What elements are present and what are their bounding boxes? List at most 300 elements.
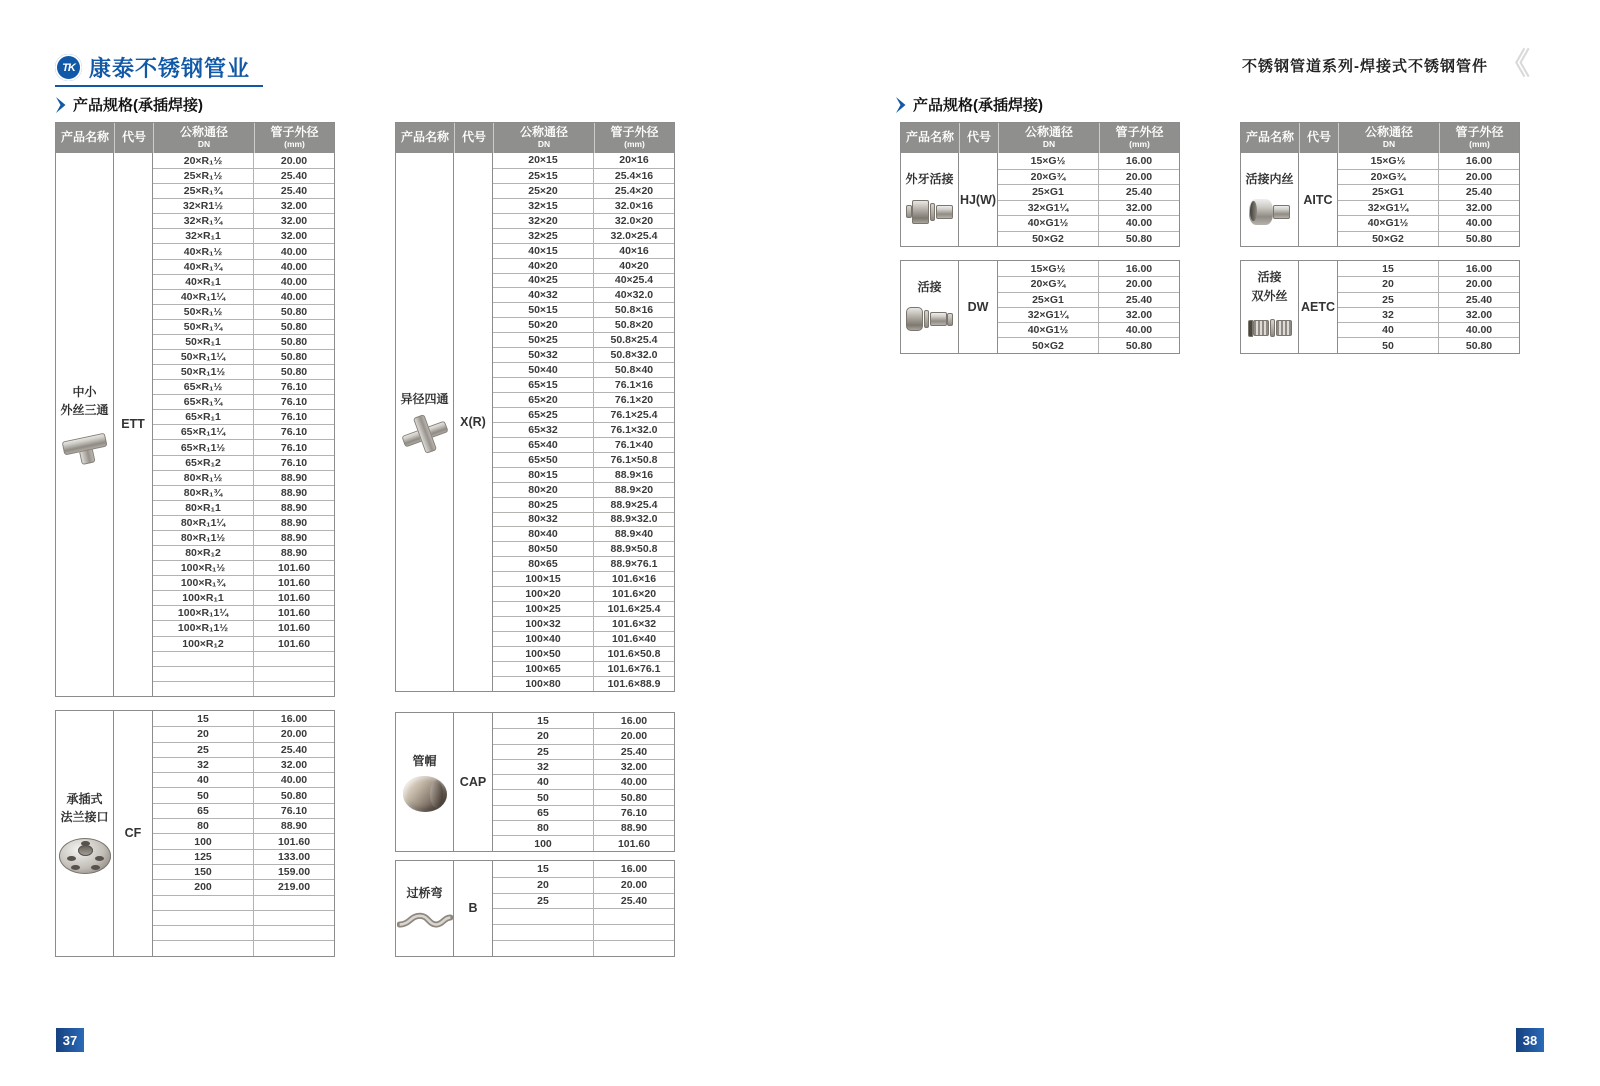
product-cell	[901, 153, 959, 246]
table-row	[153, 213, 334, 228]
table-row	[493, 789, 674, 804]
spec-table-cap	[395, 712, 675, 852]
chevron-right-icon	[895, 97, 906, 113]
od-value: 101.60	[277, 607, 311, 620]
col-dn: 公称通径 DN	[153, 123, 254, 153]
dn-value: 200	[153, 880, 254, 894]
table-row	[493, 362, 674, 377]
table-row	[493, 541, 674, 556]
dn-value: 40×G1½	[1338, 216, 1439, 231]
dn-value: 20	[493, 878, 594, 893]
company-name: 康泰不锈钢管业	[89, 56, 251, 81]
od-value: 76.10	[620, 806, 648, 819]
spec-table-hjw	[900, 122, 1180, 247]
company-logo	[55, 52, 250, 83]
dn-value: 40	[493, 775, 594, 789]
table-row	[493, 198, 674, 213]
od-value: 25.4×16	[614, 169, 654, 182]
dn-value: 32	[1338, 308, 1439, 322]
od-value: 76.1×40	[614, 438, 654, 451]
od-value: 40×20	[619, 259, 649, 272]
dn-value: 25	[1338, 293, 1439, 307]
dn-value: 65×R₁¾	[153, 395, 254, 409]
od-value	[254, 652, 334, 666]
table-column-headers	[56, 123, 334, 153]
table-row	[153, 575, 334, 590]
dn-value: 40×R₁1¼	[153, 290, 254, 304]
dn-value: 100	[153, 834, 254, 848]
dn-value: 80×50	[493, 542, 594, 556]
dn-value: 80×20	[493, 483, 594, 497]
od-value: 25.40	[1465, 293, 1493, 306]
od-value: 101.6×88.9	[607, 677, 661, 690]
table-row	[153, 849, 334, 864]
od-value: 88.9×32.0	[610, 513, 658, 526]
table-row	[493, 407, 674, 422]
table-row	[153, 424, 334, 439]
col-dn: 公称通径 DN	[998, 123, 1099, 153]
od-value: 76.1×25.4	[610, 408, 658, 421]
table-row	[153, 455, 334, 470]
spec-table-ett	[55, 122, 335, 697]
dn-value: 50	[1338, 338, 1439, 352]
page-number-left: 37	[56, 1028, 84, 1052]
table-row	[153, 666, 334, 681]
od-value: 76.10	[280, 396, 308, 409]
col-od: 管子外径 (mm)	[594, 123, 674, 153]
dn-value: 20×G¾	[1338, 170, 1439, 185]
dn-value: 25×G1	[998, 185, 1099, 200]
od-value: 20.00	[1465, 278, 1493, 291]
od-value: 40.00	[1465, 217, 1493, 230]
od-value: 32.00	[280, 759, 308, 772]
od-value: 40.00	[280, 275, 308, 288]
od-value: 76.1×32.0	[610, 423, 658, 436]
table-row	[153, 319, 334, 334]
logo-underline	[55, 85, 263, 87]
spec-rows	[1338, 261, 1519, 353]
dn-value: 80×R₁2	[153, 546, 254, 560]
dn-value: 50	[493, 790, 594, 804]
product-code: AETC	[1299, 261, 1338, 353]
dn-value: 50×25	[493, 333, 594, 347]
dn-value: 50×R₁1½	[153, 365, 254, 379]
od-value: 40×25.4	[614, 274, 654, 287]
od-value: 50.80	[280, 335, 308, 348]
dn-value	[493, 909, 594, 924]
dn-value: 40×32	[493, 288, 594, 302]
od-value	[254, 926, 334, 940]
col-dn: 公称通径 DN	[1338, 123, 1439, 153]
table-row	[153, 940, 334, 955]
spec-rows	[493, 153, 674, 691]
table-row	[153, 379, 334, 394]
od-value: 133.00	[277, 850, 311, 863]
dn-value: 80	[153, 819, 254, 833]
table-row	[153, 153, 334, 168]
od-value: 50.8×40	[614, 364, 654, 377]
od-value: 25.40	[280, 170, 308, 183]
table-row	[493, 744, 674, 759]
dn-value	[493, 941, 594, 956]
table-row	[493, 273, 674, 288]
dn-value: 40×R₁½	[153, 244, 254, 258]
product-code: X(R)	[454, 153, 493, 691]
col-code: 代号	[959, 123, 998, 153]
od-value: 88.9×50.8	[610, 543, 658, 556]
table-row	[493, 302, 674, 317]
table-column-headers	[1241, 123, 1519, 153]
od-value: 32.00	[1465, 309, 1493, 322]
od-value: 88.90	[280, 516, 308, 529]
od-value: 32.0×20	[614, 214, 654, 227]
male-union-photo-icon	[902, 195, 957, 229]
table-row	[153, 485, 334, 500]
pipe-cap-photo-icon	[403, 776, 447, 812]
od-value: 32.00	[280, 230, 308, 243]
section-title: 产品规格(承插焊接)	[73, 97, 203, 114]
dn-value: 65×25	[493, 408, 594, 422]
dn-value: 80×65	[493, 557, 594, 571]
table-row	[1338, 337, 1519, 352]
dn-value: 50	[153, 788, 254, 802]
od-value: 50.80	[620, 791, 648, 804]
dn-value: 65×R₁½	[153, 380, 254, 394]
series-header	[1242, 50, 1530, 80]
dn-value: 100×R₁½	[153, 561, 254, 575]
od-value: 32.0×25.4	[610, 229, 658, 242]
od-value: 50.8×16	[614, 304, 654, 317]
dn-value: 100×80	[493, 677, 594, 691]
table-row	[153, 605, 334, 620]
dn-value	[153, 896, 254, 910]
table-row	[493, 940, 674, 956]
table-row	[493, 392, 674, 407]
table-row	[153, 168, 334, 183]
od-value: 40.00	[280, 260, 308, 273]
od-value: 32.00	[1125, 201, 1153, 214]
table-row	[493, 332, 674, 347]
od-value: 76.1×50.8	[610, 453, 658, 466]
product-code: AITC	[1299, 153, 1338, 246]
table-row	[493, 924, 674, 940]
od-value	[594, 909, 674, 924]
dn-value: 32×R₁1	[153, 229, 254, 243]
dn-value: 15×G½	[1338, 153, 1439, 169]
od-value: 40.00	[280, 774, 308, 787]
dn-value: 40×20	[493, 259, 594, 273]
table-row	[998, 169, 1179, 185]
table-row	[153, 349, 334, 364]
table-row	[153, 925, 334, 940]
dn-value: 32×G1¼	[998, 201, 1099, 216]
table-row	[153, 364, 334, 379]
od-value: 101.6×40	[611, 632, 657, 645]
od-value	[254, 896, 334, 910]
table-row	[153, 500, 334, 515]
dn-value: 20	[493, 729, 594, 743]
od-value: 25.40	[1125, 293, 1153, 306]
table-row	[153, 259, 334, 274]
dn-value: 100×20	[493, 587, 594, 601]
table-row	[153, 515, 334, 530]
dn-value: 100×R₁¾	[153, 576, 254, 590]
dn-value	[153, 941, 254, 955]
spec-rows	[493, 861, 674, 956]
table-row	[998, 153, 1179, 169]
dn-value: 65×50	[493, 453, 594, 467]
table-row	[153, 726, 334, 741]
dn-value: 80	[493, 821, 594, 835]
od-value	[254, 682, 334, 696]
table-row	[153, 910, 334, 925]
dn-value: 100×R₁2	[153, 637, 254, 651]
dn-value: 65×15	[493, 378, 594, 392]
dn-value: 15	[1338, 261, 1439, 276]
dn-value: 25×G1	[1338, 185, 1439, 200]
dn-value: 125	[153, 850, 254, 864]
dn-value: 50×R₁½	[153, 305, 254, 319]
table-row	[1338, 184, 1519, 200]
col-dn: 公称通径 DN	[493, 123, 594, 153]
spec-rows	[998, 153, 1179, 246]
od-value: 16.00	[280, 712, 308, 725]
col-code: 代号	[114, 123, 153, 153]
dn-value: 100×15	[493, 572, 594, 586]
od-value: 219.00	[277, 881, 311, 894]
product-name: 外牙活接	[905, 172, 954, 187]
dn-value: 40	[1338, 323, 1439, 337]
dn-value: 100×R₁1½	[153, 621, 254, 635]
dn-value: 32	[153, 758, 254, 772]
table-row	[493, 168, 674, 183]
dn-value: 80×32	[493, 513, 594, 527]
table-row	[153, 590, 334, 605]
table-row	[998, 337, 1179, 352]
od-value: 76.10	[280, 441, 308, 454]
od-value: 88.9×20	[614, 483, 654, 496]
table-row	[493, 452, 674, 467]
dn-value: 100×32	[493, 617, 594, 631]
series-title: 不锈钢管道系列-焊接式不锈钢管件	[1242, 57, 1488, 75]
dn-value: 50×20	[493, 318, 594, 332]
od-value: 101.60	[277, 577, 311, 590]
product-code: HJ(W)	[959, 153, 998, 246]
product-name: 活接 双外丝	[1251, 270, 1288, 303]
table-row	[493, 805, 674, 820]
od-value: 76.1×16	[614, 379, 654, 392]
od-value: 50.80	[280, 305, 308, 318]
chevron-right-icon	[55, 97, 66, 113]
od-value: 20.00	[620, 730, 648, 743]
od-value: 16.00	[1465, 154, 1493, 167]
table-row	[153, 757, 334, 772]
od-value: 50.80	[1125, 339, 1153, 352]
table-row	[493, 556, 674, 571]
dn-value: 32×R₁¾	[153, 214, 254, 228]
od-value: 25.40	[620, 745, 648, 758]
dn-value: 50×40	[493, 363, 594, 377]
od-value: 101.6×50.8	[607, 647, 661, 660]
table-row	[998, 184, 1179, 200]
dn-value	[153, 911, 254, 925]
table-row	[153, 620, 334, 635]
dn-value: 100×R₁1	[153, 591, 254, 605]
od-value: 101.6×32	[611, 618, 657, 631]
dn-value: 50×32	[493, 348, 594, 362]
table-row	[153, 289, 334, 304]
dn-value: 20×G¾	[998, 277, 1099, 291]
table-row	[493, 526, 674, 541]
dn-value: 25	[493, 745, 594, 759]
table-column-headers	[396, 123, 674, 153]
dn-value: 15	[493, 713, 594, 728]
od-value	[254, 667, 334, 681]
dn-value: 80×R₁¾	[153, 486, 254, 500]
product-cell	[901, 261, 959, 353]
dn-value: 20×15	[493, 153, 594, 168]
od-value: 88.9×16	[614, 468, 654, 481]
spec-table-dw	[900, 260, 1180, 354]
table-row	[153, 864, 334, 879]
product-code: DW	[959, 261, 998, 353]
table-row	[493, 287, 674, 302]
od-value: 25.40	[620, 894, 648, 907]
product-code: CF	[114, 711, 153, 956]
od-value: 40.00	[280, 290, 308, 303]
table-row	[1338, 153, 1519, 169]
product-code: ETT	[114, 153, 153, 696]
table-row	[493, 713, 674, 728]
table-row	[493, 467, 674, 482]
bridge-bend-photo-icon	[397, 909, 453, 933]
dn-value: 100×50	[493, 647, 594, 661]
table-row	[493, 646, 674, 661]
dn-value: 40×G1½	[998, 323, 1099, 337]
dn-value: 32×20	[493, 214, 594, 228]
od-value: 101.6×16	[611, 573, 657, 586]
table-row	[153, 409, 334, 424]
table-row	[493, 661, 674, 676]
table-row	[493, 908, 674, 924]
table-row	[1338, 200, 1519, 216]
od-value: 32.00	[620, 761, 648, 774]
table-row	[153, 787, 334, 802]
od-value: 88.90	[280, 471, 308, 484]
dn-value: 20	[1338, 277, 1439, 291]
od-value: 50.80	[1465, 339, 1493, 352]
table-row	[493, 213, 674, 228]
table-row	[153, 833, 334, 848]
dn-value: 100×R₁1¼	[153, 606, 254, 620]
dn-value: 15	[153, 711, 254, 726]
product-cell	[1241, 153, 1299, 246]
dn-value: 32	[493, 760, 594, 774]
spec-rows	[153, 153, 334, 696]
dn-value: 80×R₁1	[153, 501, 254, 515]
product-cell	[1241, 261, 1299, 353]
dn-value: 25×R₁¾	[153, 184, 254, 198]
dn-value: 65	[493, 806, 594, 820]
table-row	[1338, 261, 1519, 276]
dn-value: 65×R₁2	[153, 456, 254, 470]
table-row	[153, 651, 334, 666]
od-value: 101.6×25.4	[607, 603, 661, 616]
table-row	[153, 895, 334, 910]
table-row	[493, 497, 674, 512]
table-row	[493, 861, 674, 877]
od-value: 50.80	[280, 351, 308, 364]
dn-value: 40×R₁¾	[153, 260, 254, 274]
od-value: 101.60	[277, 835, 311, 848]
dn-value: 25×15	[493, 169, 594, 183]
table-row	[493, 482, 674, 497]
spec-rows	[153, 711, 334, 956]
table-row	[153, 879, 334, 894]
dn-value: 50×15	[493, 303, 594, 317]
table-row	[153, 394, 334, 409]
table-row	[493, 728, 674, 743]
double-male-thread-photo-icon	[1242, 311, 1297, 345]
table-row	[493, 586, 674, 601]
table-row	[998, 307, 1179, 322]
od-value	[594, 925, 674, 940]
od-value: 20.00	[1125, 278, 1153, 291]
dn-value: 32×R1½	[153, 199, 254, 213]
col-od: 管子外径 (mm)	[254, 123, 334, 153]
od-value: 88.90	[280, 486, 308, 499]
col-od: 管子外径 (mm)	[1439, 123, 1519, 153]
product-name: 过桥弯	[406, 886, 443, 901]
od-value: 101.6×76.1	[607, 662, 661, 675]
col-product-name: 产品名称	[1245, 130, 1294, 145]
product-name: 管帽	[412, 753, 437, 768]
od-value: 50.8×32.0	[610, 349, 658, 362]
dn-value: 100×25	[493, 602, 594, 616]
od-value: 88.90	[280, 531, 308, 544]
od-value: 50.80	[280, 366, 308, 379]
cross-fitting-photo-icon	[395, 407, 454, 461]
dn-value: 32×15	[493, 199, 594, 213]
dn-value: 65×R₁1¼	[153, 425, 254, 439]
dn-value: 50×R₁1¼	[153, 350, 254, 364]
table-row	[493, 258, 674, 273]
table-row	[493, 437, 674, 452]
dn-value: 40	[153, 773, 254, 787]
od-value: 20.00	[280, 728, 308, 741]
table-column-headers	[901, 123, 1179, 153]
od-value: 76.10	[280, 804, 308, 817]
od-value: 101.60	[277, 622, 311, 635]
table-row	[153, 243, 334, 258]
table-row	[998, 276, 1179, 291]
table-row	[493, 571, 674, 586]
od-value: 50.80	[1125, 232, 1153, 245]
table-row	[493, 243, 674, 258]
od-value: 32.00	[1125, 309, 1153, 322]
table-row	[493, 759, 674, 774]
dn-value: 80×15	[493, 468, 594, 482]
dn-value: 65×R₁1½	[153, 440, 254, 454]
spec-table-aetc	[1240, 260, 1520, 354]
dn-value: 40×G1½	[998, 216, 1099, 231]
dn-value: 25	[493, 894, 594, 909]
section-header-left	[55, 94, 203, 115]
table-row	[998, 322, 1179, 337]
dn-value: 20×R₁½	[153, 153, 254, 168]
dn-value: 40×R₁1	[153, 275, 254, 289]
double-angle-icon: 《	[1500, 48, 1530, 81]
